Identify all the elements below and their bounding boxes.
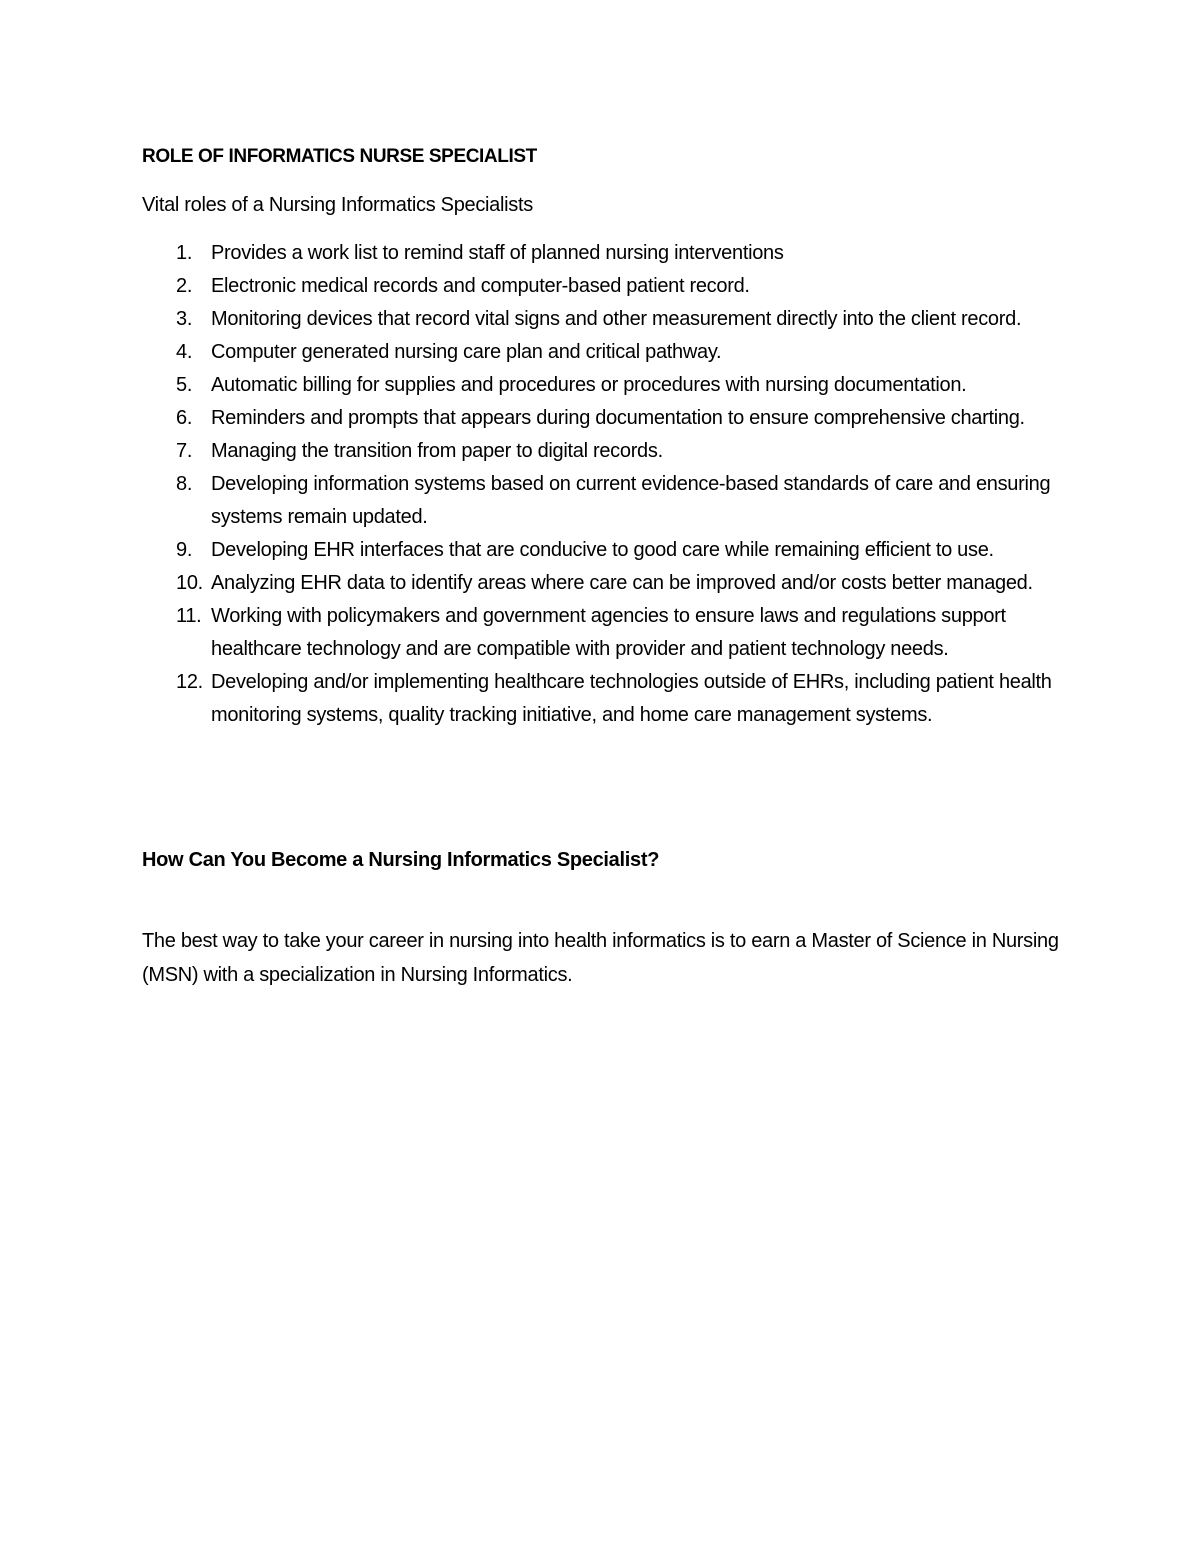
roles-list: [142, 237, 1070, 732]
list-item-text: Provides a work list to remind staff of planned nursing interventions: [211, 242, 784, 264]
list-item-text: Electronic medical records and computer-based patient record.: [211, 275, 750, 297]
list-item: [142, 468, 1070, 534]
roles-intro: Vital roles of a Nursing Informatics Specialists: [142, 194, 533, 216]
list-item: [142, 402, 1070, 435]
list-item-number: 8.: [176, 473, 193, 495]
list-item: [142, 666, 1070, 732]
list-item-number: 12.: [176, 671, 203, 693]
list-item-text: Developing and/or implementing healthcare technologies outside of EHRs, including patient health monitoring systems, quality tracking initiative, and home care management systems.: [211, 671, 1052, 726]
list-item-text: Automatic billing for supplies and procedures or procedures with nursing documentation.: [211, 374, 967, 396]
list-item: [142, 534, 1070, 567]
list-item-text: Developing EHR interfaces that are conducive to good care while remaining efficient to use.: [211, 539, 994, 561]
list-item-number: 9.: [176, 539, 193, 561]
list-item-text: Reminders and prompts that appears during documentation to ensure comprehensive charting.: [211, 407, 1025, 429]
list-item-text: Monitoring devices that record vital signs and other measurement directly into the client record.: [211, 308, 1022, 330]
list-item-number: 11.: [176, 605, 202, 627]
section-heading: How Can You Become a Nursing Informatics Specialist?: [142, 849, 660, 871]
list-item: [142, 237, 1070, 270]
list-item-number: 4.: [176, 341, 193, 363]
list-item: [142, 435, 1070, 468]
list-item-number: 10.: [176, 572, 203, 594]
list-item-text: Computer generated nursing care plan and critical pathway.: [211, 341, 722, 363]
list-item-text: Analyzing EHR data to identify areas where care can be improved and/or costs better managed.: [211, 572, 1033, 594]
list-item-number: 1.: [176, 242, 193, 264]
list-item-number: 6.: [176, 407, 193, 429]
list-item-number: 3.: [176, 308, 193, 330]
list-item-number: 7.: [176, 440, 193, 462]
list-item: [142, 567, 1070, 600]
list-item: [142, 336, 1070, 369]
list-item-number: 2.: [176, 275, 193, 297]
list-item-text: Working with policymakers and government agencies to ensure laws and regulations support healthcare technology and are compatible with provider and patient technology needs.: [211, 605, 1006, 660]
list-item: [142, 303, 1070, 336]
document-title: ROLE OF INFORMATICS NURSE SPECIALIST: [142, 146, 537, 167]
list-item: [142, 369, 1070, 402]
list-item-text: Developing information systems based on current evidence-based standards of care and ensuring systems remain updated.: [211, 473, 1051, 528]
list-item: [142, 600, 1070, 666]
list-item-text: Managing the transition from paper to digital records.: [211, 440, 663, 462]
section-body: The best way to take your career in nursing into health informatics is to earn a Master of Science in Nursing (MSN) with a specialization in Nursing Informatics.: [142, 930, 1059, 986]
list-item: [142, 270, 1070, 303]
list-item-number: 5.: [176, 374, 193, 396]
